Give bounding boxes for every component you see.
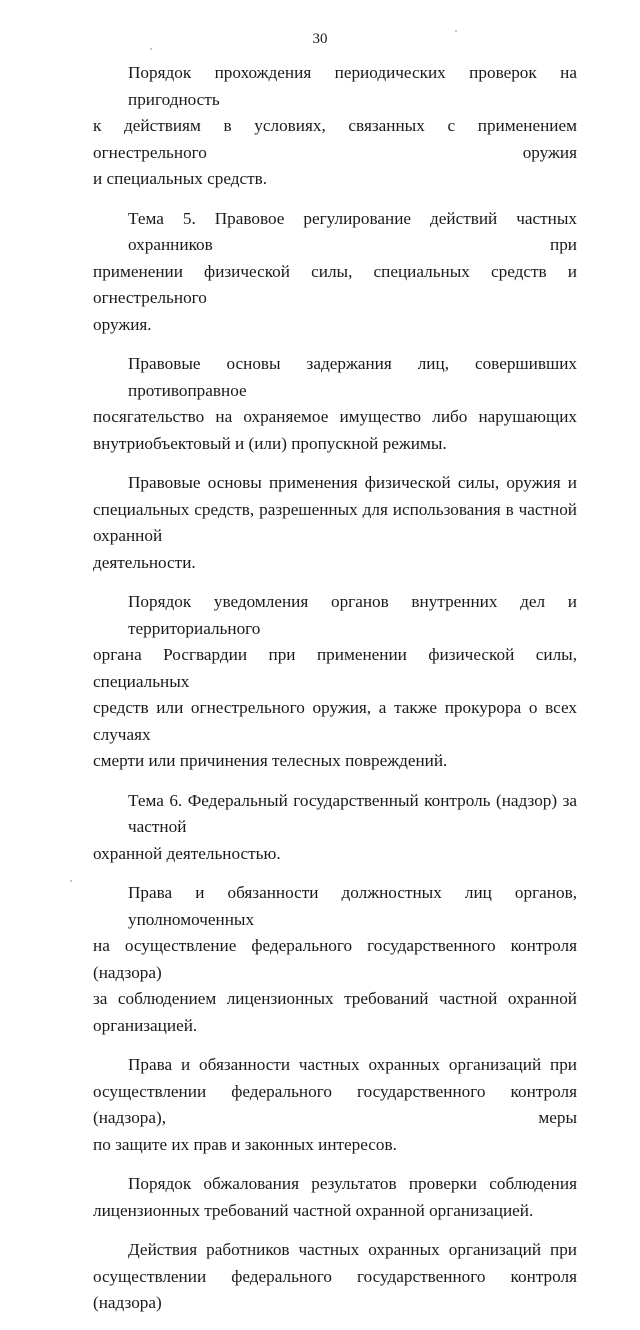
paragraph-line: деятельности. [93, 552, 196, 572]
document-paragraph [93, 1237, 577, 1317]
paragraph-line: лицензионных требований частной охранной организацией. [93, 1200, 534, 1220]
paragraph-line: посягательство на охраняемое имущество либо нарушающих [93, 407, 577, 426]
scan-dust-mark [70, 880, 72, 882]
paragraph-line: по защите их прав и законных интересов. [93, 1134, 397, 1154]
paragraph-line: Порядок обжалования результатов проверки соблюдения [128, 1174, 577, 1193]
paragraph-line: смерти или причинения телесных повреждений. [93, 751, 448, 770]
page-number: 30 [312, 31, 328, 47]
paragraph-line: Тема 5. Правовое регулирование действий частных охранников при [128, 208, 577, 254]
paragraph-line: Правовые основы задержания лиц, совершивших противоправное [128, 354, 577, 400]
paragraph-line: Порядок уведомления органов внутренних дел и территориального [128, 592, 577, 638]
paragraph-line: органа Росгвардии при применении физической силы, специальных [93, 645, 577, 691]
paragraph-line: на осуществление федерального государственного контроля (надзора) [93, 936, 577, 982]
paragraph-line: и специальных средств. [93, 169, 268, 188]
scan-dust-mark [150, 48, 152, 50]
paragraph-line: Правовые основы применения физической силы, оружия и [128, 473, 577, 492]
document-paragraph [93, 206, 577, 339]
paragraph-line: Права и обязанности частных охранных организаций при [128, 1055, 577, 1074]
paragraph-line: к действиям в условиях, связанных с применением огнестрельного оружия [93, 116, 577, 162]
paragraph-line: осуществлении федерального государственного контроля (надзора) [93, 1266, 577, 1312]
document-paragraph [93, 60, 577, 193]
paragraph-line: Права и обязанности должностных лиц органов, уполномоченных [128, 883, 577, 929]
paragraph-line: охранной деятельностью. [93, 843, 281, 863]
document-paragraph [93, 351, 577, 457]
scan-dust-mark [455, 30, 457, 32]
paragraph-line: применении физической силы, специальных средств и огнестрельного [93, 261, 577, 307]
paragraph-line: осуществлении федерального государственного контроля (надзора), меры [93, 1081, 577, 1127]
paragraph-line: оружия. [93, 314, 152, 334]
paragraph-line: специальных средств, разрешенных для использования в частной охранной [93, 499, 577, 545]
paragraph-line: за соблюдением лицензионных требований частной охранной [93, 989, 577, 1008]
paragraph-line: средств или огнестрельного оружия, а также прокурора о всех случаях [93, 698, 577, 744]
paragraph-line: Тема 6. Федеральный государственный контроль (надзор) за частной [128, 790, 577, 836]
paragraph-line: Действия работников частных охранных организаций при [128, 1240, 577, 1259]
document-paragraph [93, 1171, 577, 1224]
document-paragraph [93, 1052, 577, 1158]
document-paragraph [93, 589, 577, 775]
paragraph-line: организацией. [93, 1015, 198, 1035]
document-body [93, 60, 577, 1330]
paragraph-line: Порядок прохождения периодических проверок на пригодность [128, 63, 577, 109]
paragraph-line: внутриобъектовый и (или) пропускной режимы. [93, 433, 447, 453]
document-paragraph [93, 470, 577, 576]
document-paragraph [93, 788, 577, 868]
document-paragraph [93, 880, 577, 1039]
